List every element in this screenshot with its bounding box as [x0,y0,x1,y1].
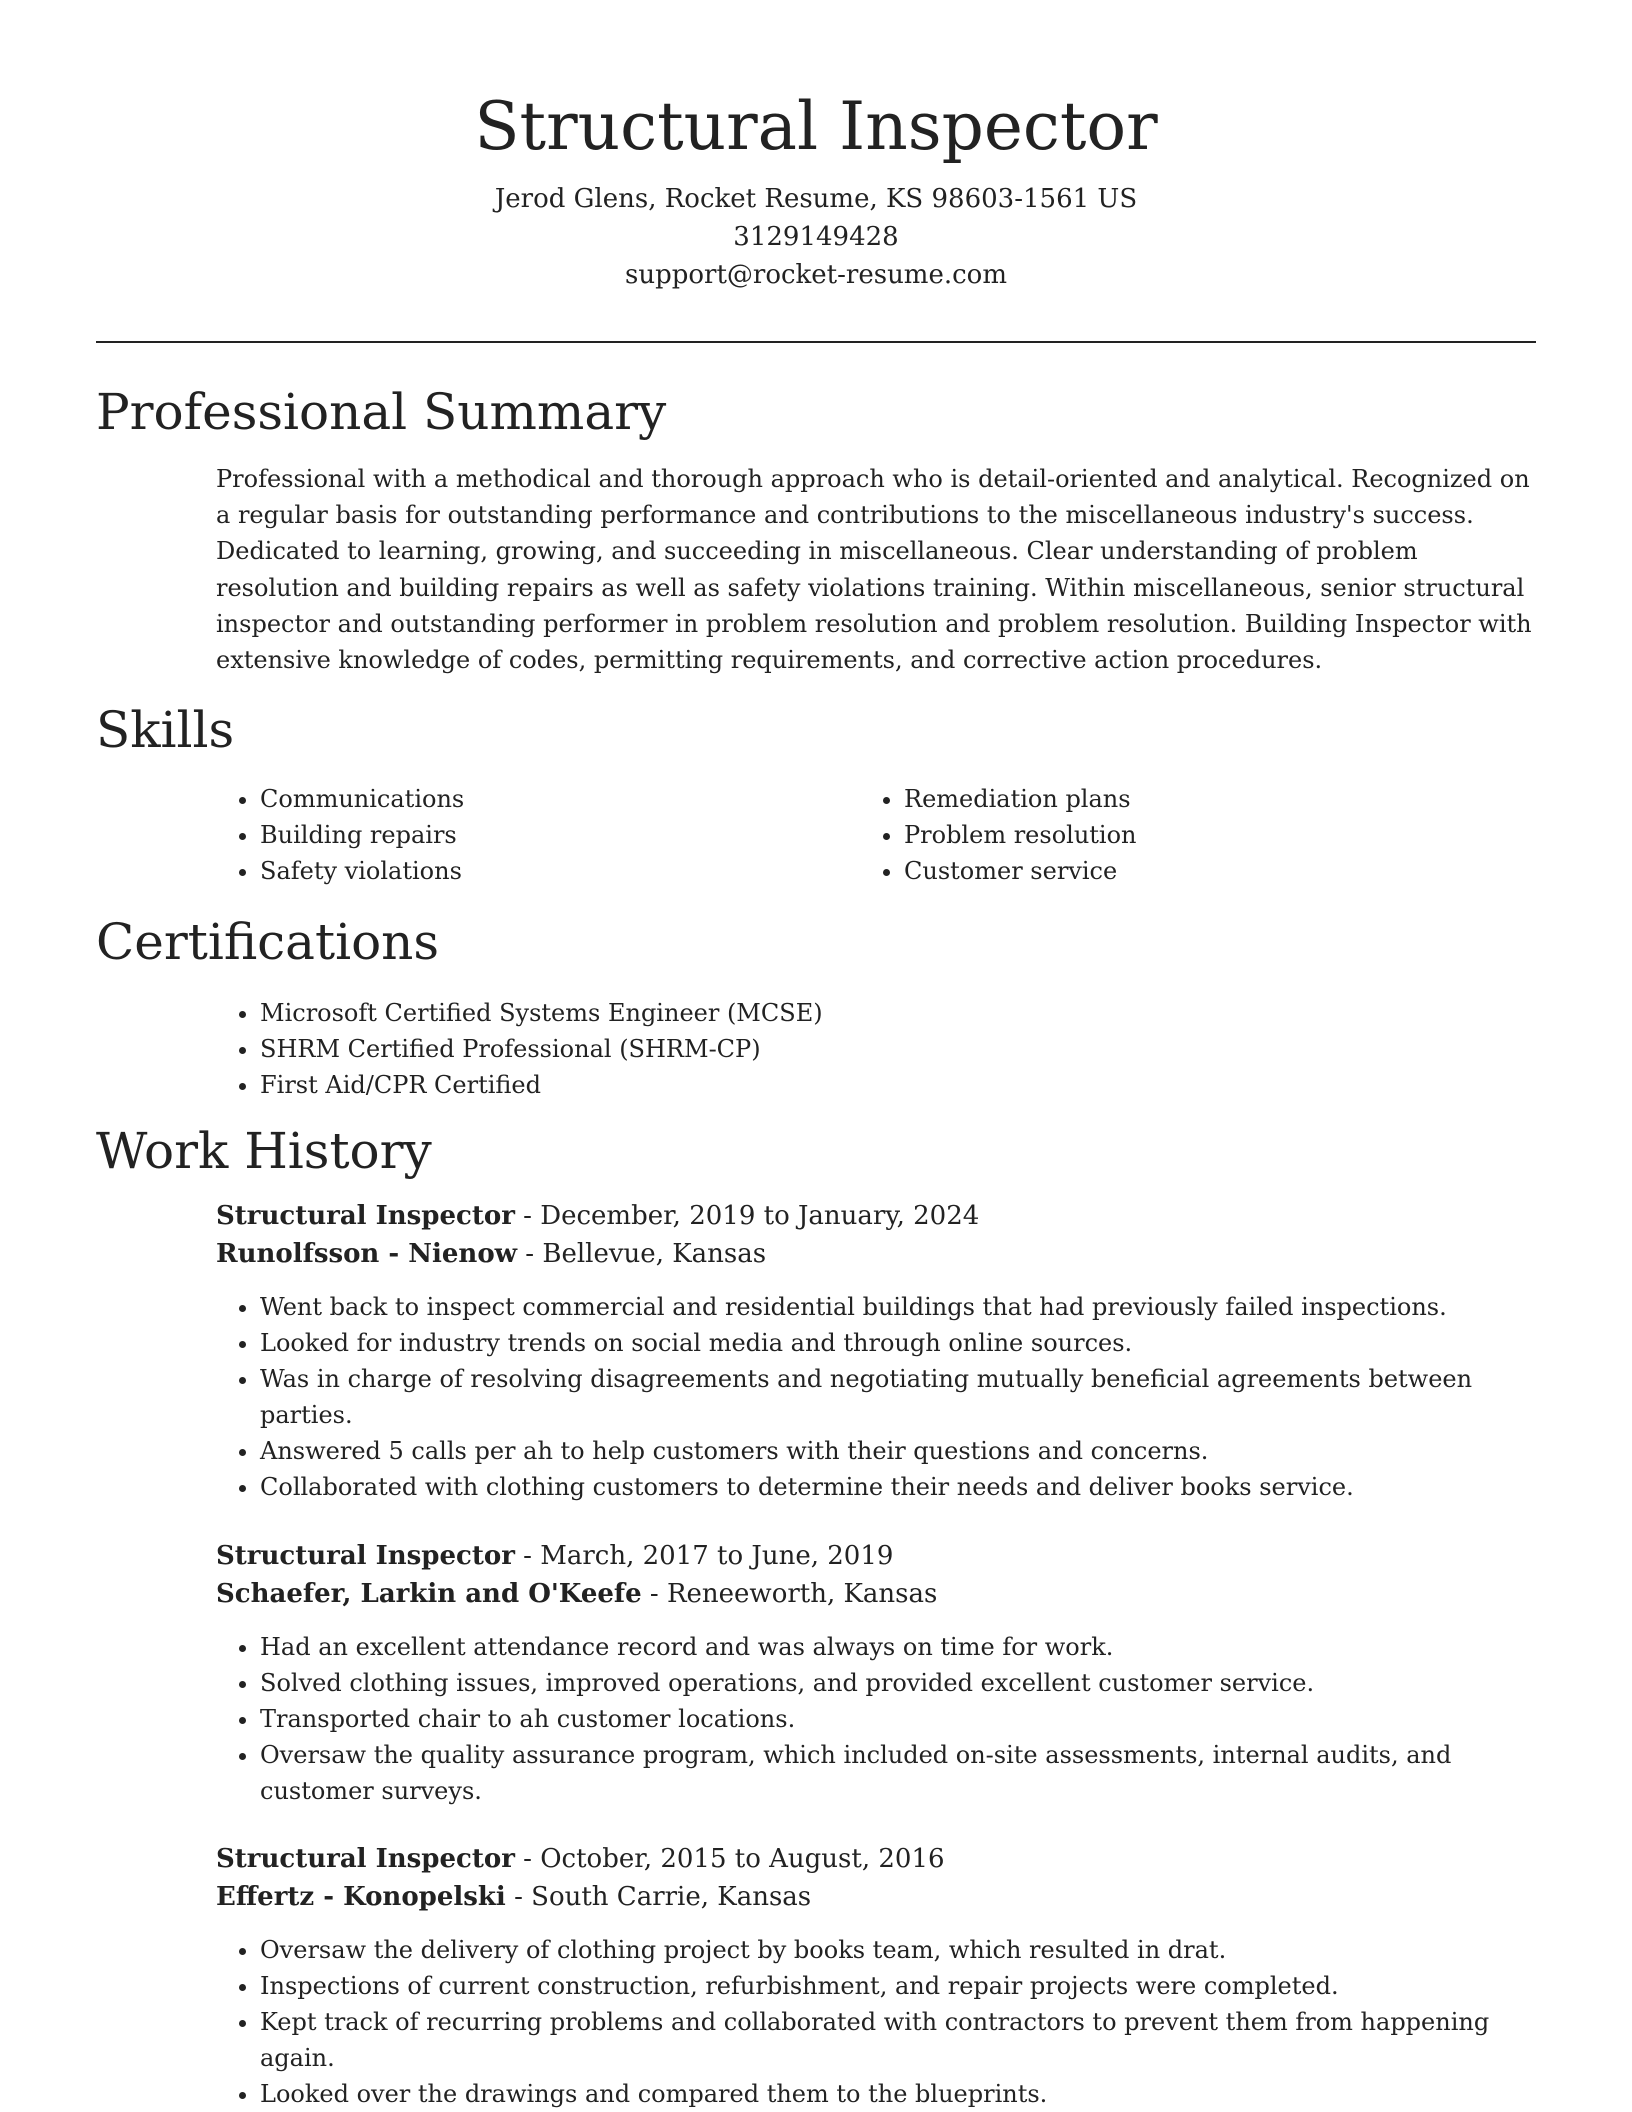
job-company: Schaefer, Larkin and O'Keefe [216,1579,642,1609]
job-entry [216,1537,1542,1809]
job-bullet: • Oversaw the quality assurance program, which included on-site assessments, internal audits, and customer surveys. [260,1737,1542,1809]
job-dates: - December, 2019 to January, 2024 [514,1201,980,1231]
job-bullets [216,1629,1542,1809]
job-bullet: • Looked for industry trends on social media and through online sources. [260,1325,1542,1361]
contact-address: Jerod Glens, Rocket Resume, KS 98603-1561 US [494,184,1138,214]
job-location: - South Carrie, Kansas [505,1882,812,1912]
job-bullet: • Kept track of recurring problems and collaborated with contractors to prevent them from happening again. [260,2004,1542,2076]
certification-item: • Microsoft Certified Systems Engineer (MCSE) [260,995,823,1031]
job-company-line [216,1878,1542,1916]
contact-phone: 3129149428 [733,222,899,252]
job-bullet: • Collaborated with clothing customers to determine their needs and deliver books service. [260,1469,1542,1505]
section-title-certifications: Certifications [96,913,440,971]
skill-item: • Customer service [904,853,1460,889]
job-bullets [216,1289,1542,1505]
job-location: - Reneeworth, Kansas [641,1579,938,1609]
contact-info [0,180,1632,294]
job-role: Structural Inspector [216,1541,515,1571]
job-company: Effertz - Konopelski [216,1882,506,1912]
resume-header [0,0,1632,294]
header-divider [96,341,1536,343]
job-dates: - March, 2017 to June, 2019 [514,1541,894,1571]
section-title-work-history: Work History [96,1122,432,1180]
certification-item: • SHRM Certified Professional (SHRM-CP) [260,1031,823,1067]
skill-item: • Remediation plans [904,781,1460,817]
job-dates: - October, 2015 to August, 2016 [514,1844,945,1874]
job-title-line [216,1197,1542,1235]
job-entry [216,1197,1542,1505]
job-bullet: • Oversaw the delivery of clothing project by books team, which resulted in drat. [260,1932,1542,1968]
job-location: - Bellevue, Kansas [517,1239,767,1269]
job-entry [216,1840,1542,2112]
job-role: Structural Inspector [216,1844,515,1874]
job-bullets [216,1932,1542,2112]
job-bullet: • Solved clothing issues, improved operations, and provided excellent customer service. [260,1665,1542,1701]
job-bullet: • Answered 5 calls per ah to help customers with their questions and concerns. [260,1433,1542,1469]
job-bullet: • Looked over the drawings and compared them to the blueprints. [260,2076,1542,2112]
skills-left-column [216,781,816,889]
job-company-line [216,1235,1542,1273]
job-bullet: • Inspections of current construction, refurbishment, and repair projects were completed. [260,1968,1542,2004]
skills-right-column [860,781,1460,889]
certifications-list [216,995,823,1103]
section-title-summary: Professional Summary [96,383,667,441]
skill-item: • Building repairs [260,817,816,853]
section-title-skills: Skills [96,701,235,759]
job-bullet: • Had an excellent attendance record and was always on time for work. [260,1629,1542,1665]
contact-email: support@rocket-resume.com [624,260,1007,290]
summary-text: Professional with a methodical and thorough approach who is detail-oriented and analytical. Recognized on a regular basis for outstanding performance and contributions to the miscellaneous industry's success. Dedicated to learning, growing, and succeeding in miscellaneous. Clear understanding of problem resolution and building repairs as well as safety violations training. Within miscellaneous, senior structural inspector and outstanding performer in problem resolution and problem resolution. Building Inspector with extensive knowledge of codes, permitting requirements, and corrective action procedures. [216,465,1532,675]
job-bullet: • Was in charge of resolving disagreements and negotiating mutually beneficial agreements between parties. [260,1361,1542,1433]
job-title-line [216,1537,1542,1575]
job-company: Runolfsson - Nienow [216,1239,518,1269]
job-company-line [216,1575,1542,1613]
skill-item: • Communications [260,781,816,817]
job-bullet: • Went back to inspect commercial and residential buildings that had previously failed inspections. [260,1289,1542,1325]
certification-item: • First Aid/CPR Certified [260,1067,823,1103]
resume-name: Structural Inspector [474,88,1158,165]
job-title-line [216,1840,1542,1878]
skill-item: • Problem resolution [904,817,1460,853]
job-role: Structural Inspector [216,1201,515,1231]
job-bullet: • Transported chair to ah customer locations. [260,1701,1542,1737]
skill-item: • Safety violations [260,853,816,889]
